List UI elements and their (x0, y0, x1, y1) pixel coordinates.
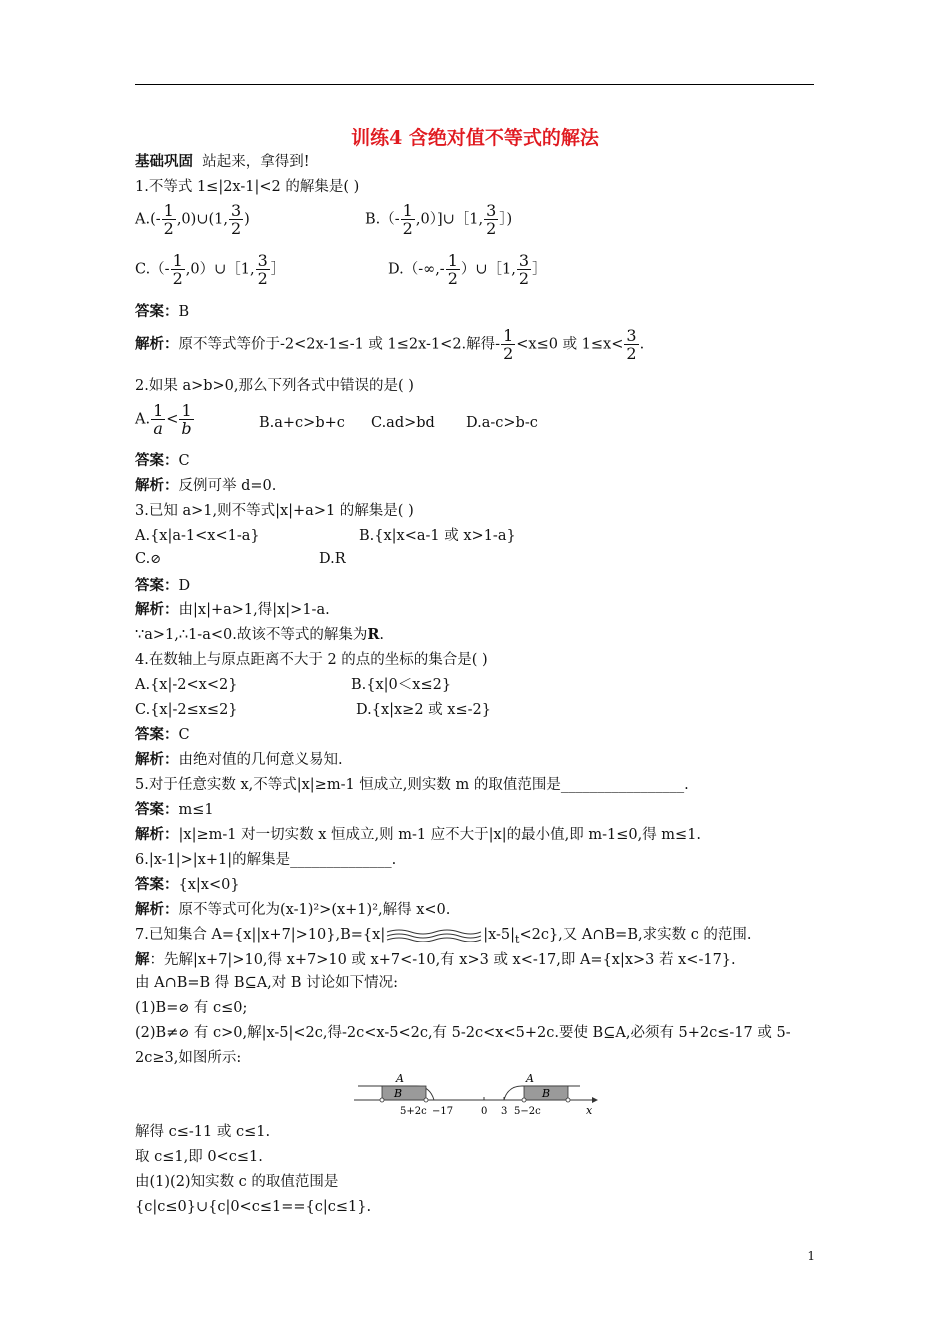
wavy-mark-icon (385, 928, 483, 942)
tick-3: 3 (501, 1106, 508, 1117)
q2-answer: 答案：C (135, 452, 190, 469)
section-label: 基础巩固 (135, 153, 193, 170)
q3-option-c: C.⊘ (135, 551, 162, 567)
q4-option-b: B.{x|0＜x≤2} (351, 677, 452, 693)
q1-answer: 答案：B (135, 303, 190, 320)
q4-option-a: A.{x|-2<x<2} (135, 677, 238, 693)
set-b-box-left (382, 1086, 426, 1100)
page-title: 训练4 含绝对值不等式的解法 (351, 127, 599, 149)
q7-stem: 7.已知集合 A={x||x+7|>10},B={x| $|x-5|_t<2c$},又 A∩B=B,求实数 c 的范围. (135, 927, 752, 946)
page-number: 1 (807, 1249, 815, 1263)
tick-5-plus-2c: 5+2c (400, 1106, 427, 1117)
empty-set-symbol: ⊘ (150, 552, 162, 567)
q7-line-7: 取 c≤1,即 0<c≤1. (135, 1149, 263, 1165)
label-a-right: A (526, 1072, 534, 1085)
q1-stem: 1.不等式 1≤|2x-1|<2 的解集是( ) (135, 179, 360, 195)
q7-line-8: 由(1)(2)知实数 c 的取值范围是 (135, 1174, 339, 1190)
q5-analysis: 解析：|x|≥m-1 对一切实数 x 恒成立,则 m-1 应不大于|x|的最小值,即 m-1≤0,得 m≤1. (135, 826, 702, 843)
q3-analysis-2: ∵a>1,∴1-a<0.故该不等式的解集为R. (135, 626, 385, 643)
q7-line-4: (2)B≠⊘ 有 c>0,解|x-5|<2c,得-2c<x-5<2c,有 5-2c<x<5+2c.要使 B⊆A,必须有 5+2c≤-17 或 5- (135, 1025, 791, 1041)
q1-option-b: B.（- $\frac{1}{2}$ ,0）]∪［1, $\frac{3}{2}$ ］) (365, 201, 513, 238)
q3-option-a: A.{x|a-1<x<1-a} (135, 528, 260, 544)
q6-stem: 6.|x-1|>|x+1|的解集是______________. (135, 852, 397, 868)
q2-option-b: B.a+c>b+c (259, 415, 345, 431)
q4-analysis: 解析：由绝对值的几何意义易知. (135, 751, 343, 768)
q7-line-5: 2c≥3,如图所示: (135, 1050, 242, 1066)
section-motto: 站起来，拿得到! (202, 154, 310, 170)
q5-answer: 答案：m≤1 (135, 801, 214, 818)
q4-option-c: C.{x|-2≤x≤2} (135, 702, 238, 718)
label-b-right: B (542, 1087, 551, 1100)
tick-minus-17: −17 (432, 1106, 454, 1117)
label-b-left: B (394, 1087, 403, 1100)
q1-analysis: 解析：原不等式等价于-2<2x-1≤-1 或 1≤2x-1<2.解得- $\frac{1}{2}$ <x≤0 或 1≤x< $\frac{3}{2}$ . (135, 326, 645, 363)
q7-line-3: (1)B=⊘ 有 c≤0; (135, 1000, 248, 1016)
q2-option-a: A. $\frac{1}{a}$ < $\frac{1}{b}$ (135, 401, 192, 438)
q1-option-c: C.（- $\frac{1}{2}$ ,0）∪［1, $\frac{3}{2}$ ］ (135, 251, 286, 288)
header-rule (135, 84, 814, 85)
tick-5-minus-2c: 5−2c (514, 1106, 541, 1117)
q3-answer: 答案：D (135, 577, 191, 594)
q6-analysis: 解析：原不等式可化为(x-1)²>(x+1)²,解得 x<0. (135, 901, 451, 918)
q2-analysis: 解析：反例可举 d=0. (135, 477, 277, 494)
q7-solution: 解：先解|x+7|>10,得 x+7>10 或 x+7<-10,有 x>3 或 x<-17,即 A={x|x>3 若 x<-17}. (135, 951, 736, 968)
q6-answer: 答案：{x|x<0} (135, 876, 240, 893)
q7-line-9: {c|c≤0}∪{c|0<c≤1=={c|c≤1}. (135, 1199, 372, 1215)
q3-option-b: B.{x|x<a-1 或 x>1-a} (359, 528, 516, 544)
q1-option-a: A.(- $\frac{1}{2}$ ,0)∪(1, $\frac{3}{2}$ ) (135, 201, 250, 238)
q4-answer: 答案：C (135, 726, 190, 743)
q4-option-d: D.{x|x≥2 或 x≤-2} (356, 702, 491, 718)
q3-analysis: 解析：由|x|+a>1,得|x|>1-a. (135, 601, 330, 618)
tick-0: 0 (481, 1106, 488, 1117)
section-heading (135, 152, 310, 172)
number-line-figure (352, 1066, 602, 1118)
label-a-left: A (396, 1072, 404, 1085)
q2-option-c: C.ad>bd (371, 415, 435, 431)
q7-line-2: 由 A∩B=B 得 B⊆A,对 B 讨论如下情况: (135, 975, 399, 991)
q2-stem: 2.如果 a>b>0,那么下列各式中错误的是( ) (135, 378, 414, 394)
q5-stem: 5.对于任意实数 x,不等式|x|≥m-1 恒成立,则实数 m 的取值范围是_________________. (135, 777, 689, 793)
q1-option-d: D.（-∞,- $\frac{1}{2}$ ）∪［1, $\frac{3}{2}$ ］ (388, 251, 547, 288)
q7-line-6: 解得 c≤-11 或 c≤1. (135, 1124, 271, 1140)
q3-option-d: D.R (319, 551, 346, 567)
axis-label-x: x (586, 1104, 593, 1117)
q2-option-d: D.a-c>b-c (466, 415, 538, 431)
q3-stem: 3.已知 a>1,则不等式|x|+a>1 的解集是( ) (135, 503, 414, 519)
q4-stem: 4.在数轴上与原点距离不大于 2 的点的坐标的集合是( ) (135, 652, 488, 668)
